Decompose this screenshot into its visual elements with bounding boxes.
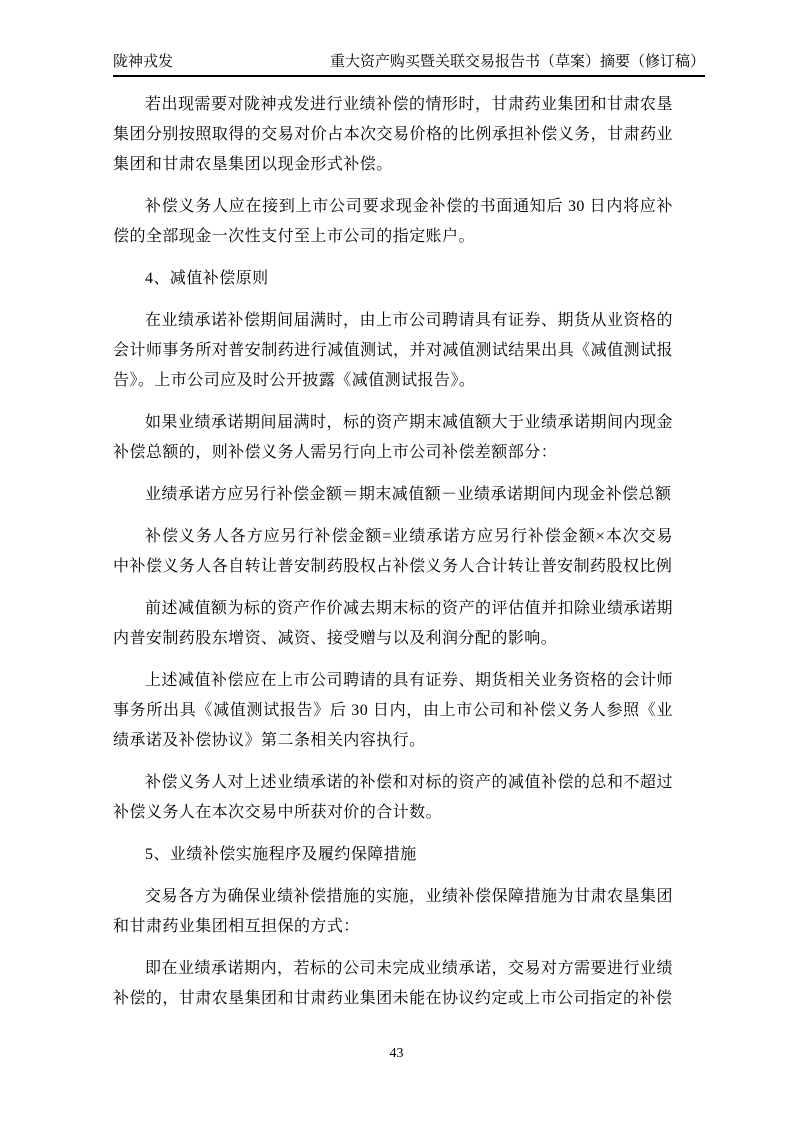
paragraph-impairment-amount-definition: 前述减值额为标的资产作价减去期末标的资产的评估值并扣除业绩承诺期内普安制药股东增资、减资、接受赠与以及利润分配的影响。: [113, 600, 673, 647]
document-body: [113, 90, 673, 1026]
paragraph-impairment-test: 在业绩承诺补偿期间届满时，由上市公司聘请具有证券、期货从业资格的会计师事务所对普安制药进行减值测试，并对减值测试结果出具《减值测试报告》。上市公司应及时公开披露《减值测试报告》。: [113, 312, 673, 389]
paragraph-guarantee-trigger-condition: 即在业绩承诺期内，若标的公司未完成业绩承诺，交易对方需要进行业绩补偿的，甘肃农垦集团和甘肃药业集团未能在协议约定或上市公司指定的补偿: [113, 960, 673, 1007]
formula-party-additional-compensation-amount: 补偿义务人各方应另行补偿金额=业绩承诺方应另行补偿金额×本次交易中补偿义务人各自转让普安制药股权占补偿义务人合计转让普安制药股权比例: [113, 528, 673, 575]
formula-additional-compensation-amount: 业绩承诺方应另行补偿金额＝期末减值额－业绩承诺期间内现金补偿总额: [145, 486, 672, 503]
header-doc-short-title: 陇神戎发: [113, 54, 174, 70]
paragraph-mutual-guarantee-arrangement: 交易各方为确保业绩补偿措施的实施，业绩补偿保障措施为甘肃农垦集团和甘肃药业集团相互担保的方式：: [113, 888, 673, 935]
paragraph-impairment-compensation-execution: 上述减值补偿应在上市公司聘请的具有证券、期货相关业务资格的会计师事务所出具《减值测试报告》后 30 日内，由上市公司和补偿义务人参照《业绩承诺及补偿协议》第二条相关内容执行。: [113, 672, 673, 749]
page-header: [113, 0, 705, 77]
page-number: 43: [389, 1046, 404, 1061]
header-doc-full-title: 重大资产购买暨关联交易报告书（草案）摘要（修订稿）: [329, 54, 705, 70]
section-heading-impairment-compensation-principle: 4、减值补偿原则: [145, 270, 269, 287]
paragraph-cash-payment-deadline: 补偿义务人应在接到上市公司要求现金补偿的书面通知后 30 日内将应补偿的全部现金一次性支付至上市公司的指定账户。: [113, 198, 673, 245]
section-heading-implementation-procedure: 5、业绩补偿实施程序及履约保障措施: [145, 846, 417, 863]
paragraph-compensation-obligation-ratio: 若出现需要对陇神戎发进行业绩补偿的情形时，甘肃药业集团和甘肃农垦集团分别按照取得的交易对价占本次交易价格的比例承担补偿义务，甘肃药业集团和甘肃农垦集团以现金形式补偿。: [113, 96, 673, 173]
paragraph-impairment-exceeds-cash-compensation: 如果业绩承诺期间届满时，标的资产期末减值额大于业绩承诺期间内现金补偿总额的，则补偿义务人需另行向上市公司补偿差额部分：: [113, 414, 673, 461]
page-footer: [0, 1046, 793, 1062]
paragraph-compensation-cap: 补偿义务人对上述业绩承诺的补偿和对标的资产的减值补偿的总和不超过补偿义务人在本次交易中所获对价的合计数。: [113, 774, 673, 821]
